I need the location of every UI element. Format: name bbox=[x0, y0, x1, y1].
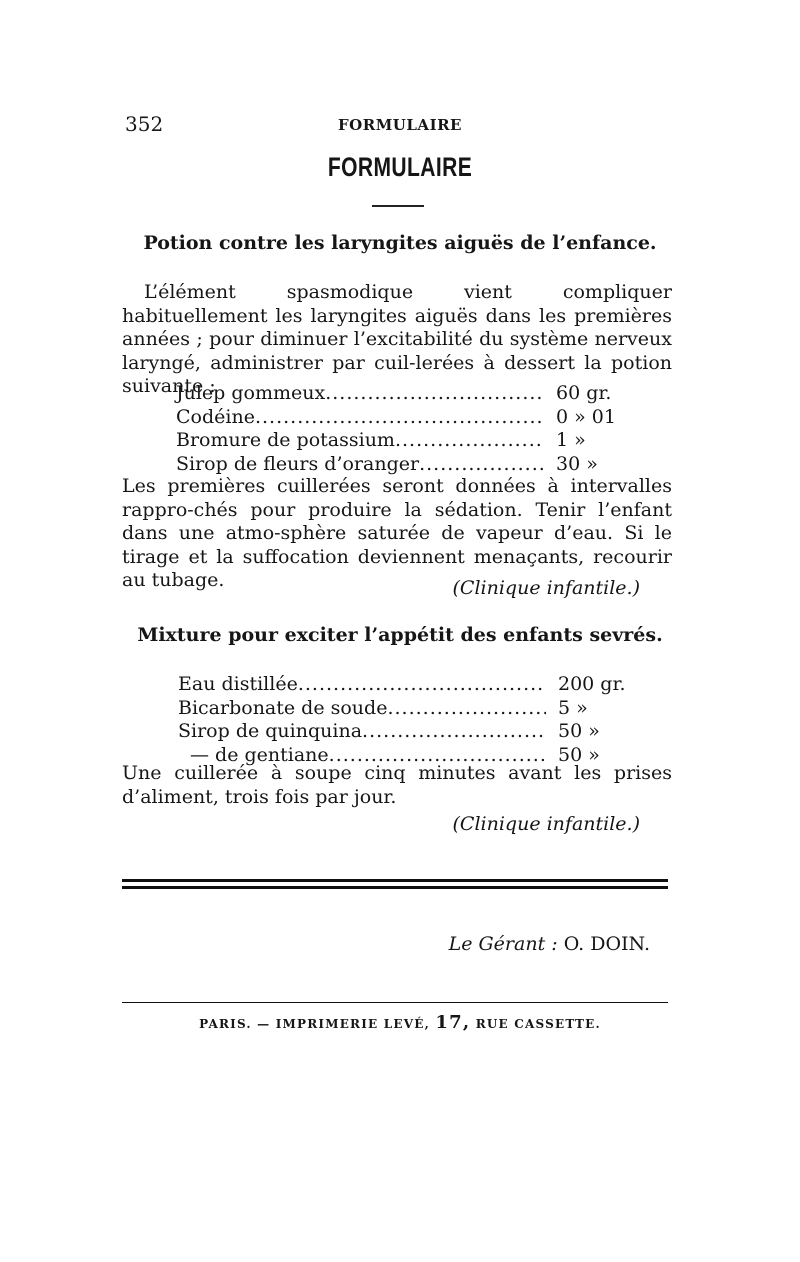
leader-dots bbox=[395, 429, 544, 453]
list-item bbox=[178, 697, 648, 721]
page-title: FORMULAIRE bbox=[327, 152, 473, 182]
leader-dots bbox=[362, 720, 546, 744]
section1-instructions-text: Les premières cuillerées seront données à intervalles rappro-chés pour produire la sédation. Tenir l’enfant dans une atmo-sphère saturée de vapeur d’eau. Si le tirage et la suffocation deviennent menaçants, recourir au tubage. bbox=[122, 475, 672, 591]
imprint-rule bbox=[122, 1002, 668, 1003]
ingredient-name: — de gentiane bbox=[190, 743, 329, 766]
ingredient-qty: 5 » bbox=[558, 696, 588, 719]
ingredient-name: Sirop de quinquina bbox=[178, 720, 363, 742]
ingredient-qty: 0 » 01 bbox=[556, 405, 616, 428]
leader-dots bbox=[298, 673, 546, 697]
section2-instructions-text: Une cuillerée à soupe cinq minutes avant les prises d’aliment, trois fois par jour. bbox=[122, 762, 672, 808]
signature bbox=[449, 933, 650, 955]
ingredient-qty: 200 gr. bbox=[558, 673, 626, 695]
ingredient-name: Bromure de potassium bbox=[176, 429, 395, 451]
ingredient-qty: 30 » bbox=[556, 452, 598, 475]
ingredient-name: Julep gommeux bbox=[176, 382, 326, 404]
ingredient-name: Eau distillée bbox=[178, 673, 298, 695]
leader-dots bbox=[387, 697, 546, 721]
imprint-street: RUE CASSETTE. bbox=[475, 1017, 601, 1031]
title-rule bbox=[372, 205, 424, 207]
ingredient-qty: 60 gr. bbox=[556, 382, 612, 404]
signature-label: Le Gérant : bbox=[448, 933, 558, 955]
list-item bbox=[176, 406, 646, 430]
signature-name: O. DOIN. bbox=[563, 933, 650, 955]
section1-intro-text: L’élément spasmodique vient compliquer habituellement les laryngites aiguës dans les premières années ; pour diminuer l’excitabilité du système nerveux laryngé, administrer par cuil-lerées à dessert la potion suivante : bbox=[122, 281, 672, 397]
leader-dots bbox=[419, 453, 544, 477]
imprint-number: 17, bbox=[435, 1012, 471, 1033]
list-item bbox=[176, 453, 646, 477]
section1-instructions bbox=[122, 475, 672, 593]
running-header-title: FORMULAIRE bbox=[338, 116, 462, 134]
leader-dots bbox=[255, 406, 544, 430]
section1-heading: Potion contre les laryngites aiguës de l’enfance. bbox=[143, 232, 657, 254]
list-item bbox=[178, 673, 648, 697]
ingredient-name: Sirop de fleurs d’oranger bbox=[176, 452, 420, 475]
ingredient-qty: 50 » bbox=[558, 720, 600, 742]
leader-dots bbox=[325, 382, 544, 406]
ingredient-name: Bicarbonate de soude bbox=[178, 696, 388, 719]
list-item bbox=[178, 720, 648, 744]
page-number: 352 bbox=[125, 112, 164, 136]
section1-intro bbox=[122, 281, 672, 399]
ingredient-qty: 1 » bbox=[556, 429, 586, 451]
section1-ingredient-list bbox=[176, 382, 646, 476]
end-rule-top bbox=[122, 879, 668, 882]
end-rule-bottom bbox=[122, 886, 668, 889]
section1-source: (Clinique infantile.) bbox=[452, 577, 640, 599]
list-item bbox=[176, 429, 646, 453]
imprint-city-printer: PARIS. — IMPRIMERIE LEVÉ, bbox=[199, 1017, 430, 1031]
section2-instructions bbox=[122, 762, 672, 809]
section2-source: (Clinique infantile.) bbox=[452, 813, 640, 835]
section2-ingredient-list bbox=[178, 673, 648, 767]
ingredient-name: Codéine bbox=[176, 405, 255, 428]
ingredient-qty: 50 » bbox=[558, 743, 600, 766]
list-item bbox=[176, 382, 646, 406]
printer-imprint bbox=[0, 1012, 800, 1033]
section2-heading: Mixture pour exciter l’appétit des enfants sevrés. bbox=[137, 624, 663, 646]
